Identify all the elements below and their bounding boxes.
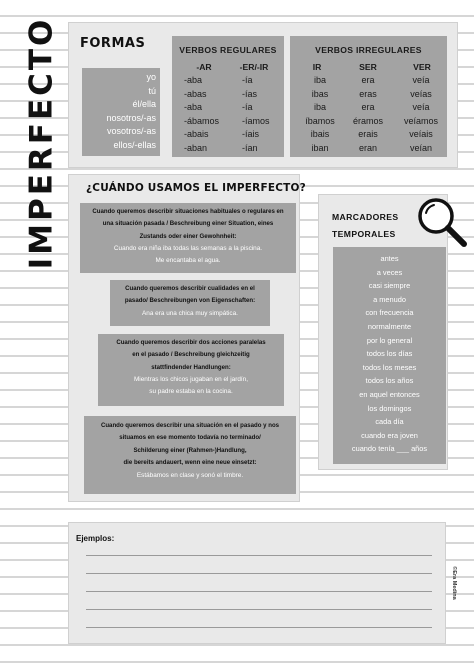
- ejemplos-title: Ejemplos:: [76, 534, 115, 543]
- ar-endings: [184, 74, 219, 156]
- use-habitual: [80, 203, 296, 273]
- use-description-line: Cuando queremos describir dos acciones paralelas: [116, 339, 266, 346]
- ir-form: íbamos: [305, 115, 335, 126]
- er-ir-header: -ER/-IR: [239, 62, 269, 72]
- pronouns-box: [82, 68, 160, 156]
- pronoun: vosotros/-as: [106, 126, 156, 137]
- ir-form: iba: [313, 102, 326, 113]
- use-ongoing: [84, 416, 296, 494]
- ejemplos-panel: [68, 522, 446, 644]
- regular-verbs-box: [172, 36, 284, 157]
- use-description-line: Zustands oder einer Gewohnheit:: [139, 232, 237, 240]
- pronoun: nosotros/-as: [106, 112, 156, 123]
- use-description-line: die bereits andauert, wenn eine neue einsetzt:: [123, 459, 257, 467]
- vertical-title: [6, 18, 76, 268]
- pronoun: él/ella: [132, 99, 156, 110]
- use-example-line: Estábamos en clase y sonó el timbre.: [136, 471, 244, 479]
- formas-title: FORMAS: [80, 36, 146, 51]
- ejemplos-writing-line: [86, 555, 432, 556]
- use-description-line: Cuando queremos describir una situación en el pasado y nos: [100, 422, 280, 429]
- pronoun: yo: [146, 72, 156, 82]
- time-marker: cuando tenía ___ años: [351, 444, 428, 454]
- er-ir-endings: [242, 74, 270, 156]
- ser-form: erais: [358, 129, 378, 140]
- marcadores-list: [333, 247, 446, 464]
- use-description-line: una situación pasada / Beschreibung einer Situation, eines: [102, 220, 274, 228]
- page-title: IMPERFECTO: [23, 16, 60, 270]
- ser-forms: [348, 74, 388, 156]
- er-ir-ending: -ía: [242, 75, 253, 85]
- ir-form: iban: [311, 142, 329, 153]
- time-marker: a veces: [376, 267, 403, 277]
- irregular-verbs-title: VERBOS IRREGULARES: [315, 45, 422, 55]
- ser-form: éramos: [352, 115, 383, 126]
- regular-verbs-title: VERBOS REGULARES: [179, 45, 277, 55]
- ejemplos-writing-line: [86, 591, 432, 592]
- credit: ©Era Medina: [451, 566, 457, 600]
- ar-ending: -aba: [184, 75, 203, 85]
- ir-form: ibais: [310, 129, 330, 140]
- use-example-line: Cuando era niña iba todas las semanas a la piscina.: [113, 245, 263, 253]
- irregular-verbs-box: [290, 36, 447, 157]
- ar-ending: -abais: [184, 129, 209, 140]
- time-marker: todos los días: [366, 349, 413, 359]
- time-marker: en aquel entonces: [359, 389, 420, 399]
- time-marker: cuando era joven: [361, 430, 418, 440]
- er-ir-ending: -íamos: [242, 115, 270, 126]
- ser-header: SER: [359, 62, 377, 72]
- pronoun: ellos/-ellas: [113, 139, 156, 150]
- use-qualities: [110, 280, 270, 326]
- use-example-line: su padre estaba en la cocina.: [149, 387, 233, 395]
- pronoun: tú: [148, 85, 156, 96]
- ver-header: VER: [413, 62, 431, 72]
- ar-ending: -aban: [184, 142, 208, 153]
- time-marker: todos los años: [365, 376, 414, 386]
- cuando-title: ¿CUÁNDO USAMOS EL IMPERFECTO?: [86, 182, 306, 194]
- er-ir-ending: -íais: [242, 129, 260, 140]
- ver-form: veía: [412, 102, 430, 113]
- time-marker: todos los meses: [362, 362, 417, 372]
- use-parallel: [98, 334, 284, 406]
- ser-form: era: [361, 102, 375, 113]
- ver-form: veían: [409, 142, 433, 153]
- er-ir-ending: -ía: [242, 102, 253, 113]
- ejemplos-writing-line: [86, 627, 432, 628]
- ar-ending: -aba: [184, 102, 203, 113]
- time-marker: normalmente: [367, 321, 412, 331]
- ver-form: veías: [410, 88, 432, 99]
- ser-form: eran: [358, 142, 377, 153]
- use-description-line: pasado/ Beschreibungen von Eigenschaften:: [124, 297, 256, 305]
- use-description-line: situamos en ese momento todavía no terminado/: [119, 434, 261, 442]
- ser-form: era: [361, 75, 375, 85]
- ir-form: ibas: [311, 88, 329, 99]
- marcadores-title-line2: TEMPORALES: [332, 229, 396, 239]
- er-ir-ending: -ían: [242, 142, 258, 153]
- use-description-line: stattfindender Handlungen:: [151, 363, 231, 371]
- use-description-line: en el pasado / Beschreibung gleichzeitig: [132, 351, 250, 359]
- ir-form: iba: [313, 75, 326, 85]
- ejemplos-writing-line: [86, 573, 432, 574]
- time-marker: cada día: [375, 417, 404, 427]
- ir-forms: [300, 74, 340, 156]
- ir-header: IR: [312, 62, 322, 72]
- time-marker: por lo general: [366, 335, 413, 345]
- marcadores-title-line1: MARCADORES: [332, 212, 399, 222]
- ar-ending: -abas: [184, 88, 207, 99]
- er-ir-ending: -ías: [242, 88, 258, 99]
- time-marker: los domingos: [367, 403, 412, 413]
- use-description-line: Cuando queremos describir cualidades en el: [125, 285, 255, 292]
- ver-form: veíais: [409, 129, 433, 140]
- marcadores-title: [332, 209, 399, 243]
- use-example-line: Mientras los chicos jugaban en el jardín,: [133, 376, 249, 384]
- time-marker: antes: [380, 254, 399, 263]
- magnifying-glass-icon: [412, 192, 470, 250]
- use-description-line: Cuando queremos describir situaciones habituales o regulares en: [92, 208, 284, 215]
- ejemplos-writing-line: [86, 609, 432, 610]
- use-example-line: Me encantaba el agua.: [155, 256, 221, 264]
- use-example-line: Ana era una chica muy simpática.: [142, 309, 238, 317]
- use-description-line: Schilderung einer (Rahmen-)Handlung,: [133, 446, 247, 454]
- ver-forms: [398, 74, 444, 156]
- ver-form: veía: [412, 75, 430, 85]
- ar-ending: -ábamos: [184, 115, 220, 126]
- ser-form: eras: [359, 88, 377, 99]
- time-marker: casi siempre: [368, 281, 411, 291]
- ver-form: veíamos: [403, 115, 438, 126]
- time-marker: con frecuencia: [365, 308, 414, 318]
- ar-header: -AR: [196, 62, 212, 72]
- time-marker: a menudo: [373, 294, 406, 304]
